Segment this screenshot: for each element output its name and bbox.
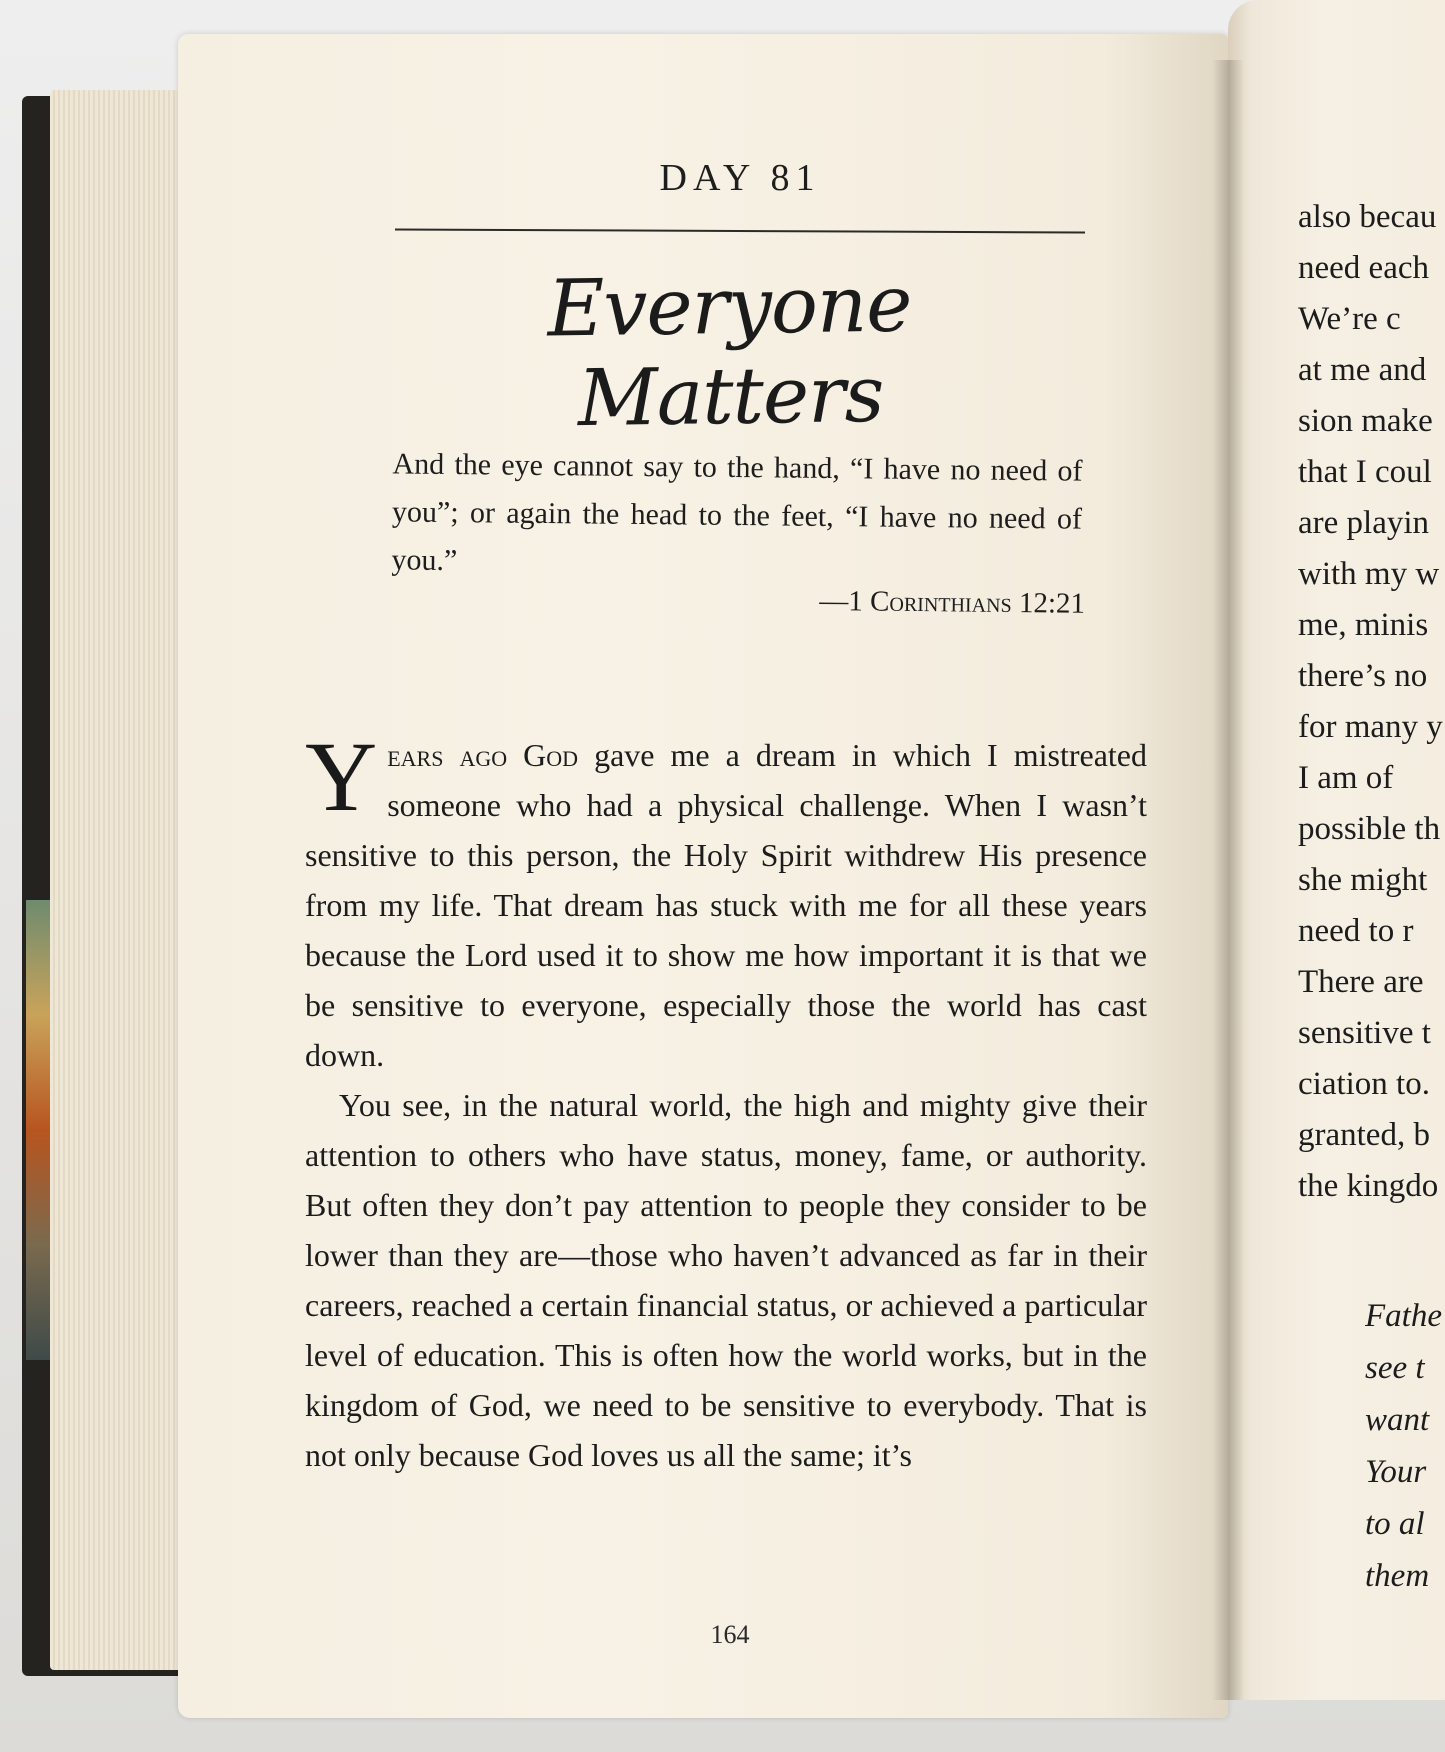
paragraph-1-text: gave me a dream in which I mistreated someone who had a physical challenge. When I wasn’t sensitive to this person, the Holy Spirit withdrew His presence from my life. That dream has stuck with me for all these years because the Lord used it to show me how important it is that we be sensitive to everyone, especially those the world has cast down.: [305, 737, 1147, 1073]
right-page-line: granted, b: [1298, 1117, 1430, 1153]
prayer-line: them: [1365, 1558, 1430, 1594]
prayer-line: to al: [1365, 1506, 1425, 1542]
right-page-line: possible th: [1298, 811, 1441, 847]
day-label: DAY 81: [659, 157, 821, 199]
prayer-line: want: [1365, 1402, 1430, 1438]
paragraph-2: You see, in the natural world, the high and mighty give their attention to others who have status, money, fame, or authority. But often they don’t pay attention to people they consider to be lower than they are—those who haven’t advanced as far in their careers, reached a certain financial status, or achieved a particular level of education. This is often how the world works, but in the kingdom of God, we need to be sensitive to everybody. That is not only because God loves us all the same; it’s: [305, 1087, 1147, 1473]
right-page-line: at me and: [1298, 352, 1427, 388]
right-page-line: are playin: [1298, 505, 1430, 541]
right-page-line: ciation to.: [1298, 1066, 1430, 1102]
book-gutter: [1212, 60, 1244, 1700]
right-page-text: [1298, 192, 1445, 1212]
paragraph-1: [305, 721, 1147, 1080]
right-page-line: for many y: [1298, 709, 1443, 745]
body-text: [305, 721, 1147, 1480]
right-page-line: I am of: [1298, 760, 1394, 796]
right-page-line: me, minis: [1298, 607, 1429, 643]
right-page-line: need each: [1298, 250, 1429, 286]
right-page-line: also becau: [1298, 199, 1437, 235]
right-page-line: the kingdo: [1298, 1168, 1439, 1204]
right-page-line: There are: [1298, 964, 1424, 1000]
right-page-line: sensitive t: [1298, 1015, 1431, 1051]
scripture-verse: And the eye cannot say to the hand, “I have no need of you”; or again the head to the feet, “I have no need of you.”: [391, 447, 1083, 578]
right-page-line: there’s no: [1298, 658, 1428, 694]
chapter-title: Everyone Matters: [546, 259, 912, 445]
prayer-line: see t: [1365, 1350, 1425, 1386]
scripture-reference: —1 Corinthians 12:21: [819, 585, 1086, 620]
prayer-line: Your: [1365, 1454, 1427, 1490]
right-page-line: with my w: [1298, 556, 1440, 592]
lead-in: ears ago God: [387, 737, 579, 773]
right-page-prayer: [1365, 1290, 1445, 1602]
right-page-line: sion make: [1298, 403, 1433, 439]
right-page-line: she might: [1298, 862, 1428, 898]
right-page-line: We’re c: [1298, 301, 1401, 337]
prayer-line: Fathe: [1365, 1298, 1442, 1334]
page-number: 164: [710, 1620, 750, 1649]
right-page-line: need to r: [1298, 913, 1414, 949]
right-page-line: that I coul: [1298, 454, 1432, 490]
drop-cap: Y: [305, 721, 378, 832]
